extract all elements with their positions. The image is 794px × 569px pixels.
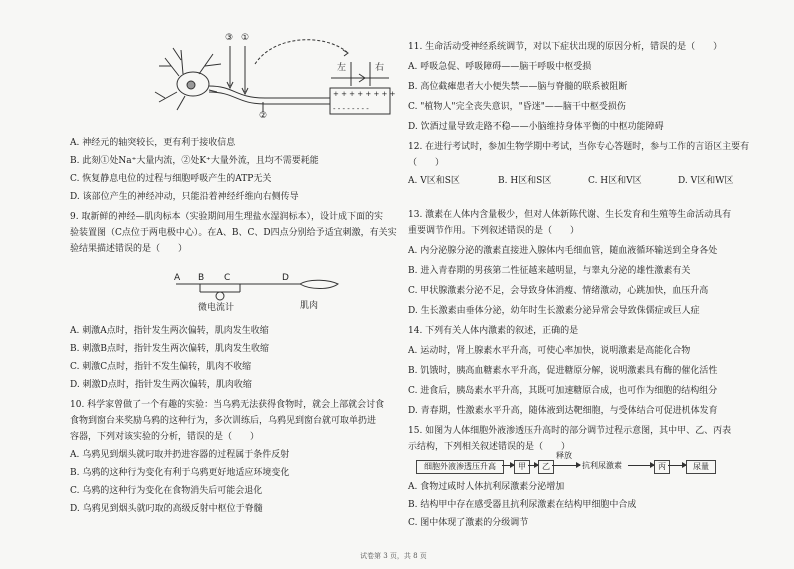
q9-stem-2: 验装置图（C点位于两电极中心）。在A、B、C、D四点分别给予适宜刺激，有关实 [70, 228, 397, 238]
flow-hormone-label: 抗利尿激素 [582, 461, 622, 470]
point-a: A [174, 273, 181, 283]
q12-stem-2: （ ） [408, 158, 445, 168]
flow-box-osmotic: 细胞外液渗透压升高 [416, 460, 504, 474]
q8-option-b: B. 此刻①处Na⁺大量内流，②处K⁺大量外流，且均不需要耗能 [70, 156, 319, 166]
label-left: 左 [337, 63, 347, 73]
q8-option-c: C. 恢复静息电位的过程与细胞呼吸产生的ATP无关 [70, 174, 272, 184]
q10-option-b: B. 乌鸦的这种行为变化有利于乌鸦更好地适应环境变化 [70, 468, 290, 478]
flow-box-jia: 甲 [514, 460, 530, 474]
q9-option-c: C. 刺激C点时，指针不发生偏转，肌肉不收缩 [70, 362, 252, 372]
point-d: D [282, 273, 289, 283]
q9-option-d: D. 刺激D点时，指针发生两次偏转，肌肉收缩 [70, 380, 252, 390]
flow-box-bing: 丙 [654, 460, 670, 474]
q12-option-b: B. H区和S区 [498, 176, 552, 186]
q9-option-a: A. 刺激A点时，指针发生两次偏转，肌肉发生收缩 [70, 326, 269, 336]
flow-box-result: 尿量 [686, 460, 716, 474]
q10-stem-1: 10. 科学家曾做了一个有趣的实验：当乌鸦无法获得食物时，就会上部就会讨食 [70, 400, 385, 410]
q13-stem-1: 13. 激素在人体内含量极少，但对人体新陈代谢、生长发育和生殖等生命活动具有 [408, 210, 732, 220]
q14-option-b: B. 饥饿时，胰高血糖素水平升高，促进糖原分解，说明激素具有酶的催化活性 [408, 366, 718, 376]
q10-stem-3: 容器，下列对该实验的分析，错误的是（ ） [70, 432, 260, 442]
q14-stem: 14. 下列有关人体内激素的叙述，正确的是 [408, 326, 579, 336]
q10-option-a: A. 乌鸦见到烟头就叼取并扔进容器的过程属于条件反射 [70, 450, 290, 460]
q13-option-a: A. 内分泌腺分泌的激素直接进入腺体内毛细血管，随血液循环输送到全身各处 [408, 246, 718, 256]
q13-option-d: D. 生长激素由垂体分泌，幼年时生长激素分泌异常会导致侏儒症或巨人症 [408, 306, 700, 316]
q12-option-d: D. V区和W区 [678, 176, 734, 186]
q15-stem-1: 15. 如图为人体细胞外液渗透压升高时的部分调节过程示意图，其中甲、乙、丙表 [408, 426, 732, 436]
q15-option-c: C. 图中体现了激素的分级调节 [408, 518, 529, 528]
q8-option-a: A. 神经元的轴突较长，更有利于接收信息 [70, 138, 236, 148]
page-footer: 试卷第 3 页，共 8 页 [360, 552, 427, 560]
marker-2: ② [259, 111, 268, 118]
minus-signs: - - - - - - - - [333, 105, 369, 113]
q13-option-c: C. 甲状腺激素分泌不足，会导致身体消瘦、情绪激动，心跳加快，血压升高 [408, 286, 709, 296]
q14-option-a: A. 运动时，肾上腺素水平升高，可使心率加快，说明激素是高能化合物 [408, 346, 691, 356]
q9-option-b: B. 刺激B点时，指针发生两次偏转，肌肉发生收缩 [70, 344, 269, 354]
q12-option-a: A. V区和S区 [408, 176, 460, 186]
q8-option-d: D. 该部位产生的神经冲动，只能沿着神经纤维向右侧传导 [70, 192, 299, 202]
point-b: B [198, 273, 205, 283]
flow-box-yi: 乙 [538, 460, 554, 474]
q11-option-a: A. 呼吸急促、呼吸障碍——脑干呼吸中枢受损 [408, 62, 592, 72]
q11-option-d: D. 饮酒过量导致走路不稳——小脑维持身体平衡的中枢功能障碍 [408, 122, 664, 132]
q11-stem: 11. 生命活动受神经系统调节，对以下症状出现的原因分析，错误的是（ ） [408, 42, 723, 52]
q9-stem-3: 验结果描述错误的是（ ） [70, 244, 188, 254]
q10-option-c: C. 乌鸦的这种行为变化在食物消失后可能会退化 [70, 486, 263, 496]
flow-release-label: 释放 [556, 451, 572, 460]
q14-option-c: C. 进食后，胰岛素水平升高，其既可加速糖原合成，也可作为细胞的结构组分 [408, 386, 718, 396]
nerve-muscle-diagram [170, 262, 340, 312]
osmotic-flow-diagram [416, 451, 726, 474]
q14-option-d: D. 青春期，性激素水平升高，随体液到达靶细胞，与受体结合可促进机体发育 [408, 406, 718, 416]
plus-signs: + + + + + + + + [333, 90, 395, 98]
marker-1: ① [241, 33, 250, 43]
meter-label: 微电流计 [198, 303, 235, 312]
neuron-diagram [125, 6, 395, 118]
point-c: C [224, 273, 231, 283]
q10-stem-2: 食物到窗台来奖励乌鸦的这种行为，多次训练后，乌鸦见到窗台就可取单扔进 [70, 416, 377, 426]
q13-stem-2: 重要调节作用。下列叙述错误的是（ ） [408, 226, 580, 236]
marker-3: ③ [225, 33, 234, 43]
q15-option-a: A. 食物过咸时人体抗利尿激素分泌增加 [408, 482, 565, 492]
muscle-label: 肌肉 [300, 301, 319, 311]
q12-stem-1: 12. 在进行考试时，参加生物学期中考试，当你专心答题时，参与工作的言语区主要有 [408, 142, 750, 152]
q9-stem-1: 9. 取新鲜的神经—肌肉标本（实验期间用生理盐水湿润标本），设计成下面的实 [70, 212, 383, 222]
q10-option-d: D. 乌鸦见到烟头就叼取的高级反射中枢位于脊髓 [70, 504, 263, 514]
label-right: 右 [375, 63, 385, 73]
q12-option-c: C. H区和V区 [588, 176, 642, 186]
q13-option-b: B. 进入青春期的男孩第二性征越来越明显，与睾丸分泌的雄性激素有关 [408, 266, 691, 276]
q15-stem-2: 示结构，下列相关叙述错误的是（ ） [408, 442, 571, 452]
q15-option-b: B. 结构甲中存在感受器且抗利尿激素在结构甲细胞中合成 [408, 500, 637, 510]
q11-option-c: C. "植物人"完全丧失意识，"昏迷"——脑干中枢受损伤 [408, 102, 626, 112]
q11-option-b: B. 高位截瘫患者大小便失禁——脑与脊髓的联系被阻断 [408, 82, 628, 92]
